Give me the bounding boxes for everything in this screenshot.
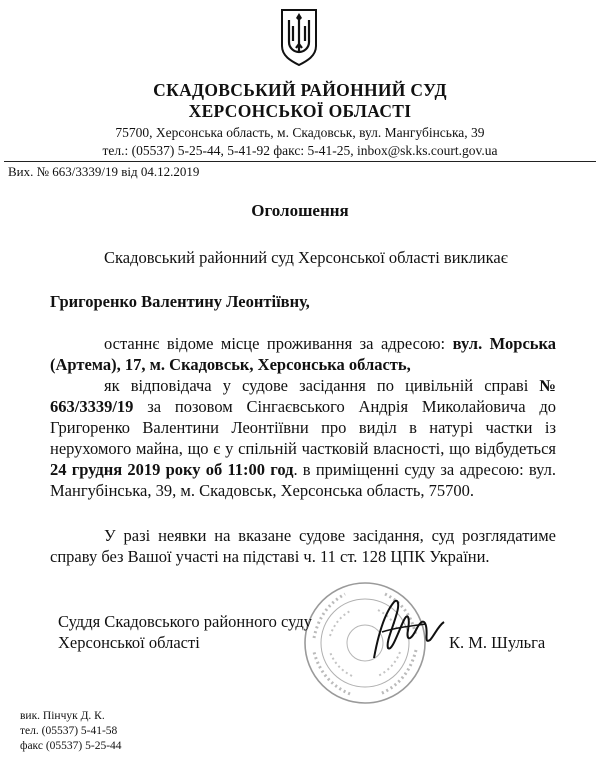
outgoing-label: Вих. №: [8, 164, 50, 179]
notice-paragraph-absence: У разі неявки на вказане судове засідання, суд розглядатиме справу без Вашої участі на підставі ч. 11 ст. 128 ЦПК України.: [50, 526, 556, 566]
case-text-part-2: за позовом Сінгаєвського Андрія Миколайовича до Григоренко Валентини Леонтіївни про виділ в натурі частки із нерухомого майна, що є у спільній частковій власності, що відбудеться: [50, 397, 556, 458]
handwritten-signature-icon: [364, 596, 448, 664]
notice-intro: Скадовський районний суд Херсонської області викликає: [104, 248, 508, 267]
notice-addressee: Григоренко Валентину Леонтіївну,: [50, 292, 310, 311]
notice-title: Оголошення: [251, 201, 349, 220]
executor-fax: факс (05537) 5-25-44: [20, 740, 122, 752]
outgoing-date-label: від: [121, 164, 138, 179]
notice-paragraph-case: [50, 375, 556, 501]
judge-name: К. М. Шульга: [449, 633, 546, 652]
case-number: № 663/3339/19: [50, 376, 556, 416]
executor: вик. Пінчук Д. К.: [20, 710, 105, 722]
address-intro-text: останнє відоме місце проживання за адресою:: [104, 334, 453, 353]
court-contacts: тел.: (05537) 5-25-44, 5-41-92 факс: 5-41-25, inbox@sk.ks.court.gov.ua: [102, 143, 498, 158]
case-text-part-3: . в приміщенні суду за адресою: вул. Мангубінська, 39, м. Скадовськ, Херсонська область, 75700.: [50, 460, 556, 500]
notice-paragraph-address: [50, 333, 556, 375]
header-divider: [4, 161, 596, 162]
court-address: 75700, Херсонська область, м. Скадовськ, вул. Мангубінська, 39: [115, 125, 485, 140]
case-text-part-1: як відповідача у судове засідання по цивільній справі: [104, 376, 540, 395]
outgoing-number: 663/3339/19: [52, 164, 119, 179]
outgoing-reference: [8, 164, 199, 180]
residence-address: вул. Морська (Артема), 17, м. Скадовськ, Херсонська область,: [50, 334, 557, 374]
court-name-line-1: СКАДОВСЬКИЙ РАЙОННИЙ СУД: [153, 80, 447, 100]
outgoing-date: 04.12.2019: [140, 164, 200, 179]
judge-role-line-1: Суддя Скадовського районного суду: [58, 612, 313, 631]
executor-phone: тел. (05537) 5-41-58: [20, 725, 118, 737]
judge-role-line-2: Херсонської області: [58, 633, 200, 652]
court-name-line-2: ХЕРСОНСЬКОЇ ОБЛАСТІ: [188, 101, 412, 121]
hearing-datetime: 24 грудня 2019 року об 11:00 год: [50, 460, 294, 479]
ukraine-trident-emblem-icon: [279, 8, 319, 66]
